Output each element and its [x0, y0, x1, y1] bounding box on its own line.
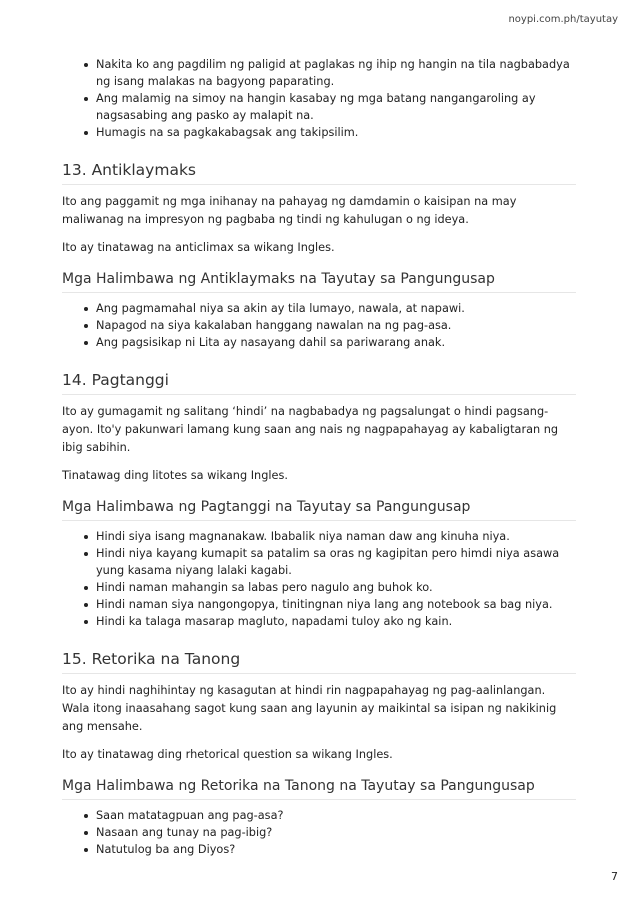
list-item: Humagis na sa pagkakabagsak ang takipsilim.: [96, 124, 576, 141]
list-item: Saan matatagpuan ang pag-asa?: [96, 807, 576, 824]
list-item: Ang pagmamahal niya sa akin ay tila lumayo, nawala, at napawi.: [96, 300, 576, 317]
list-item: Napagod na siya kakalaban hanggang nawalan na ng pag-asa.: [96, 317, 576, 334]
list-item: Nakita ko ang pagdilim ng paligid at paglakas ng ihip ng hangin na tila nagbabadya ng isang malakas na bagyong paparating.: [96, 56, 576, 90]
list-item: Hindi niya kayang kumapit sa patalim sa oras ng kagipitan pero himdi niya asawa yung kasama niyang lalaki kagabi.: [96, 545, 576, 579]
list-item: Ang malamig na simoy na hangin kasabay ng mga batang nangangaroling ay nagsasabing ang pasko ay malapit na.: [96, 90, 576, 124]
example-list: [62, 528, 576, 630]
section-paragraph: Ito ay gumagamit ng salitang ‘hindi’ na nagbabadya ng pagsalungat o hindi pagsang-ayon. Ito'y pakunwari lamang kung saan ang nais ng nagpapahayag ay kabaligtaran ng ibig sabihin.: [62, 405, 559, 454]
page-number: 7: [611, 870, 618, 883]
example-list: [62, 300, 576, 351]
section-heading-retorika-na-tanong: 15. Retorika na Tanong: [62, 648, 576, 674]
list-item: Hindi naman siya nangongopya, tinitingnan niya lang ang notebook sa bag niya.: [96, 596, 576, 613]
source-url[interactable]: noypi.com.ph/tayutay: [508, 14, 618, 25]
examples-subheading: Mga Halimbawa ng Antiklaymaks na Tayutay sa Pangungusap: [62, 269, 576, 293]
section-heading-antiklaymaks: 13. Antiklaymaks: [62, 159, 576, 185]
examples-subheading: Mga Halimbawa ng Retorika na Tanong na Tayutay sa Pangungusap: [62, 776, 576, 800]
list-item: Natutulog ba ang Diyos?: [96, 841, 576, 858]
list-item: Hindi naman mahangin sa labas pero nagulo ang buhok ko.: [96, 579, 576, 596]
examples-subheading: Mga Halimbawa ng Pagtanggi na Tayutay sa Pangungusap: [62, 497, 576, 521]
list-item: Nasaan ang tunay na pag-ibig?: [96, 824, 576, 841]
section-paragraph: Ito ay tinatawag ding rhetorical question sa wikang Ingles.: [62, 748, 393, 761]
list-item: Hindi siya isang magnanakaw. Ibabalik niya naman daw ang kinuha niya.: [96, 528, 576, 545]
section-paragraph: Ito ay tinatawag na anticlimax sa wikang Ingles.: [62, 241, 335, 254]
example-list-continued: [62, 56, 576, 141]
list-item: Ang pagsisikap ni Lita ay nasayang dahil sa pariwarang anak.: [96, 334, 576, 351]
section-heading-pagtanggi: 14. Pagtanggi: [62, 369, 576, 395]
section-paragraph: Ito ay hindi naghihintay ng kasagutan at hindi rin nagpapahayag ng pag-aalinlangan. Wala itong inaasahang sagot kung saan ang layunin ay maikintal sa isipan ng nakikinig ang mensahe.: [62, 684, 557, 733]
section-paragraph: Tinatawag ding litotes sa wikang Ingles.: [62, 469, 288, 482]
example-list: [62, 807, 576, 858]
document-body: [62, 56, 576, 858]
list-item: Hindi ka talaga masarap magluto, napadami tuloy ako ng kain.: [96, 613, 576, 630]
section-paragraph: Ito ang paggamit ng mga inihanay na pahayag ng damdamin o kaisipan na may maliwanag na impresyon ng pagbaba ng tindi ng kahulugan o ng ideya.: [62, 195, 517, 226]
